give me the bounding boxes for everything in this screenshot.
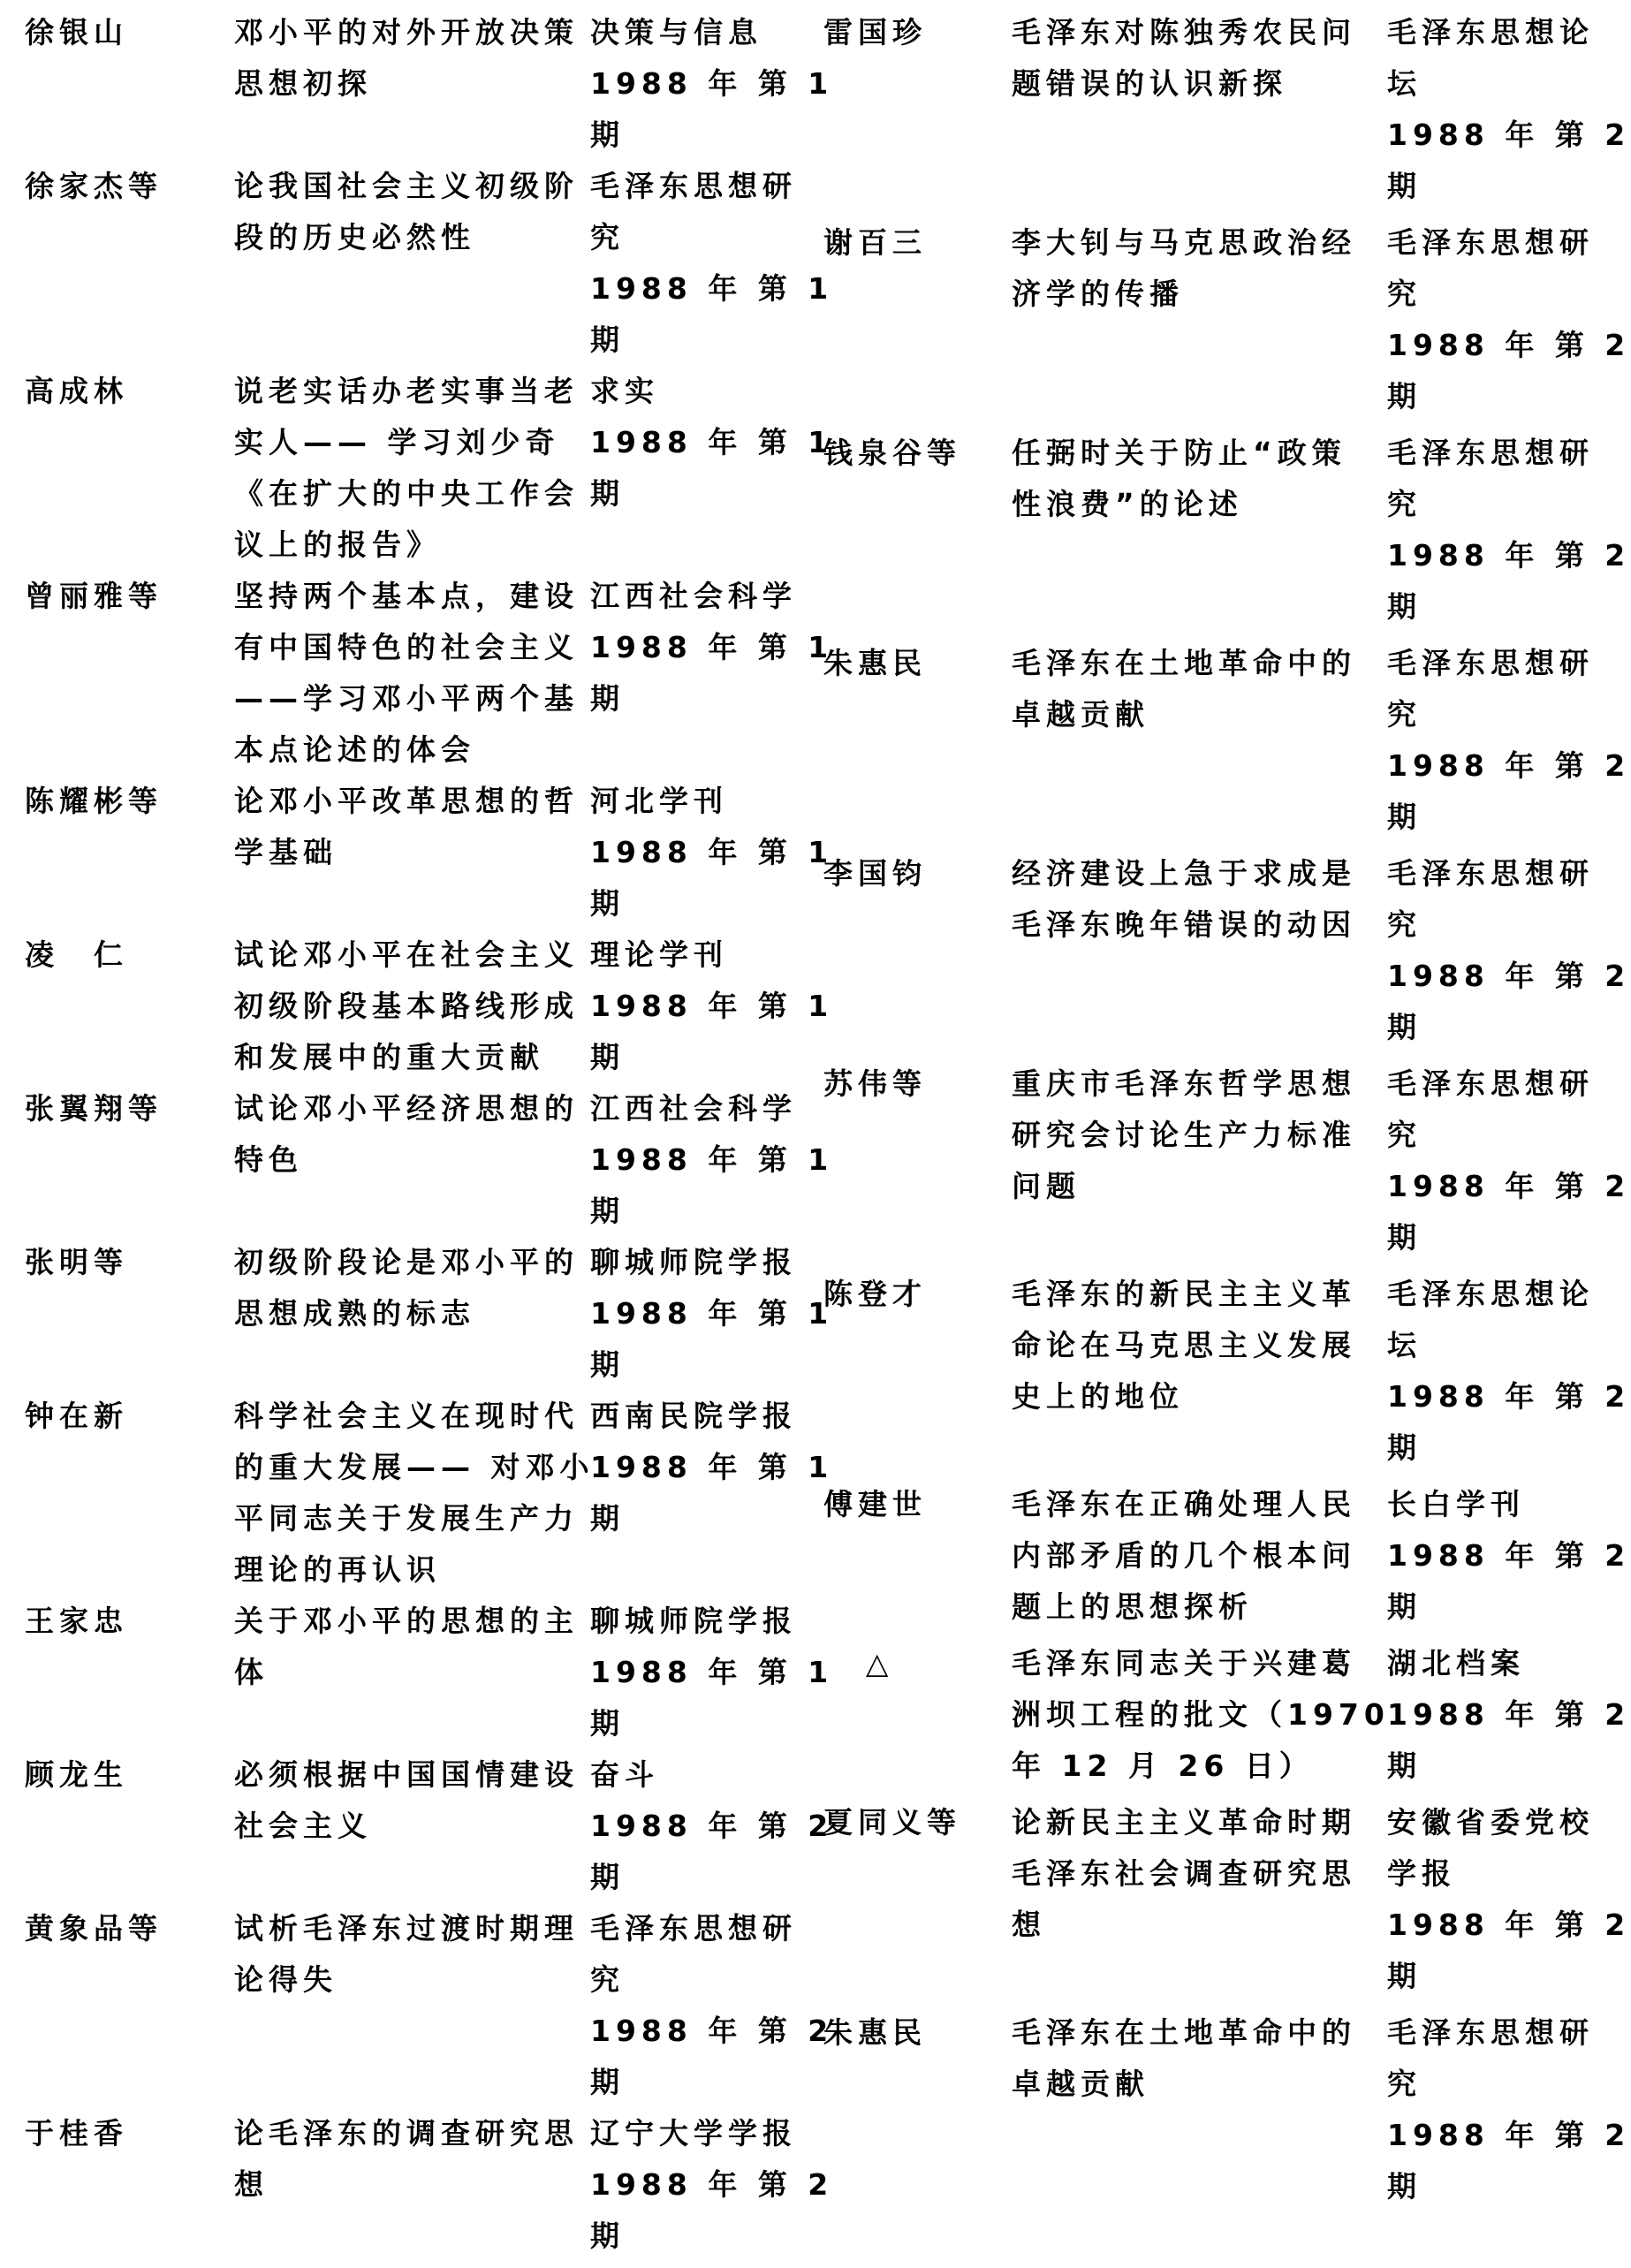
text-line: 研究会讨论生产力标准 [1012,1118,1356,1152]
bibliography-entry [25,7,834,161]
text-line: 究 [1387,487,1422,521]
text-line: 史上的地位 [1012,1379,1184,1414]
text-line: 1988 年 第 2 [1387,1169,1631,1203]
text-line: 究 [1387,907,1422,942]
text-line: 期 [590,1501,625,1536]
text-line: 1988 年 第 2 [590,2167,834,2202]
text-line: 1988 年 第 1 [590,66,834,101]
text-line: 安徽省委党校 [1387,1805,1594,1839]
bibliography-entry [823,848,1631,1053]
entry-author-cell [823,638,1012,843]
text-line: 凌 仁 [25,937,128,972]
entry-author-cell [25,1903,234,2108]
text-line: 期 [590,1860,625,1894]
text-line: 洲坝工程的批文（1970 [1012,1697,1390,1732]
bibliography-entry [823,217,1631,422]
entry-title-cell [234,929,590,1083]
entry-title-cell [1012,428,1387,633]
text-line: 《在扩大的中央工作会 [234,476,579,511]
text-line: 期 [590,118,625,152]
entry-author-cell [25,1083,234,1237]
text-line: 命论在马克思主义发展 [1012,1328,1356,1362]
text-line: 社会主义 [234,1809,372,1843]
text-line: 和发展中的重大贡献 [234,1040,544,1074]
text-line: 1988 年 第 2 [590,1809,834,1843]
entry-journal-cell [1387,1638,1631,1792]
text-line: 湖北档案 [1387,1646,1525,1680]
text-line: 初级阶段论是邓小平的 [234,1245,579,1279]
text-line: 1988 年 第 1 [590,1142,834,1177]
entry-journal-cell [1387,848,1631,1053]
bibliography-entry [25,1391,834,1596]
text-line: 李大钊与马克思政治经 [1012,225,1356,260]
bibliography-column-left [25,7,834,2262]
text-line: 毛泽东的新民主主义革 [1012,1277,1356,1311]
bibliography-entry [823,428,1631,633]
entry-title-cell [234,1237,590,1391]
bibliography-entry [25,1083,834,1237]
entry-title-cell [234,571,590,776]
text-line: 期 [590,2219,625,2253]
text-line: 聊城师院学报 [590,1604,797,1638]
bibliography-entry [823,1638,1631,1792]
text-line: 期 [590,1040,625,1074]
entry-author-cell [25,1596,234,1749]
text-line: 特色 [234,1142,303,1177]
text-line: 问题 [1012,1169,1081,1203]
text-line: 傅建世 [823,1487,927,1521]
text-line: 毛泽东思想研 [1387,225,1594,260]
entry-author-cell [25,161,234,366]
text-line: 毛泽东思想研 [590,169,797,203]
bibliography-column-right [823,7,1631,2218]
text-line: 顾龙生 [25,1757,128,1792]
entry-author-cell [25,7,234,161]
text-line: 毛泽东思想研 [1387,646,1594,680]
text-line: 毛泽东思想研 [1387,436,1594,470]
text-line: 坛 [1387,1328,1422,1362]
text-line: 内部矛盾的几个根本问 [1012,1538,1356,1573]
text-line: 究 [590,1962,625,1997]
entry-journal-cell [1387,428,1631,633]
text-line: 期 [1387,589,1422,624]
text-line: 谢百三 [823,225,927,260]
text-line: 求实 [590,374,659,408]
text-line: 1988 年 第 2 [1387,2118,1631,2152]
entry-author-cell [25,929,234,1083]
entry-journal-cell [1387,1479,1631,1633]
entry-title-cell [234,1083,590,1237]
entry-title-cell [234,1391,595,1596]
entry-title-cell [234,776,590,929]
entry-journal-cell [1387,1797,1631,2002]
entry-title-cell [1012,1058,1387,1263]
text-line: 1988 年 第 1 [590,1296,834,1331]
entry-title-cell [234,366,590,571]
text-line: 决策与信息 [590,15,762,49]
text-line: 长白学刊 [1387,1487,1525,1521]
text-line: 夏同义等 [823,1805,961,1839]
entry-title-cell [1012,1638,1390,1792]
text-line: 聊城师院学报 [590,1245,797,1279]
text-line: 1988 年 第 2 [1387,1538,1631,1573]
text-line: 期 [1387,1010,1422,1044]
entry-author-cell [823,428,1012,633]
text-line: 期 [590,886,625,921]
text-line: 毛泽东社会调查研究思 [1012,1856,1356,1891]
text-line: 毛泽东对陈独秀农民问 [1012,15,1356,49]
text-line: 年 12 月 26 日） [1012,1748,1314,1783]
text-line: 1988 年 第 2 [1387,538,1631,573]
text-line: 体 [234,1655,269,1689]
bibliography-entry [823,1058,1631,1263]
entry-journal-cell [590,1083,834,1237]
text-line: 试论邓小平经济思想的 [234,1091,579,1126]
text-line: 1988 年 第 2 [590,2014,834,2048]
text-line: 于桂香 [25,2116,128,2150]
bibliography-entry [25,161,834,366]
text-line: 毛泽东思想研 [590,1911,797,1946]
text-line: 期 [1387,1748,1422,1783]
text-line: 理论的再认识 [234,1552,441,1587]
text-line: 想 [234,2167,269,2202]
text-line: 性浪费”的论述 [1012,487,1243,521]
entry-title-cell [1012,1797,1387,2002]
text-line: 本点论述的体会 [234,732,475,767]
entry-title-cell [234,7,590,161]
text-line: 王家忠 [25,1604,128,1638]
entry-author-cell [823,2007,1012,2212]
entry-author-cell [823,1797,1012,2002]
text-line: 毛泽东思想论 [1387,1277,1594,1311]
text-line: 任弼时关于防止“政策 [1012,436,1347,470]
text-line: 论得失 [234,1962,338,1997]
text-line: 辽宁大学学报 [590,2116,797,2150]
text-line: 期 [1387,1430,1422,1465]
bibliography-entry [25,776,834,929]
entry-title-cell [234,2108,590,2262]
text-line: 初级阶段基本路线形成 [234,989,579,1023]
text-line: 江西社会科学 [590,579,797,613]
text-line: 西南民院学报 [590,1399,797,1433]
text-line: 的重大发展—— 对邓小 [234,1450,595,1484]
text-line: 朱惠民 [823,646,927,680]
text-line: 毛泽东在土地革命中的 [1012,646,1356,680]
text-line: 题错误的认识新探 [1012,66,1287,101]
text-line: 究 [1387,1118,1422,1152]
text-line: 河北学刊 [590,784,728,818]
entry-title-cell [234,1596,590,1749]
text-line: 陈耀彬等 [25,784,163,818]
entry-journal-cell [1387,638,1631,843]
text-line: 坚持两个基本点，建设 [234,579,579,613]
text-line: ——学习邓小平两个基 [234,681,579,716]
entry-author-cell [823,1269,1012,1474]
bibliography-entry [25,2108,834,2262]
text-line: 江西社会科学 [590,1091,797,1126]
text-line: 毛泽东思想研 [1387,2015,1594,2050]
text-line: 期 [590,1347,625,1382]
text-line: 曾丽雅等 [25,579,163,613]
entry-title-cell [1012,848,1387,1053]
text-line: 1988 年 第 1 [590,989,834,1023]
text-line: 期 [590,476,625,511]
entry-author-cell [823,1479,1012,1633]
entry-author-cell [25,776,234,929]
text-line: 期 [1387,379,1422,413]
text-line: 思想成熟的标志 [234,1296,475,1331]
text-line: 毛泽东思想论 [1387,15,1594,49]
entry-title-cell [1012,7,1387,212]
text-line: 试论邓小平在社会主义 [234,937,579,972]
entry-journal-cell [1387,2007,1631,2212]
text-line: 理论学刊 [590,937,728,972]
text-line: 苏伟等 [823,1066,927,1101]
text-line: 1988 年 第 2 [1387,1379,1631,1414]
entry-journal-cell [590,1596,834,1749]
entry-title-cell [1012,2007,1387,2212]
text-line: 毛泽东在正确处理人民 [1012,1487,1356,1521]
text-line: 毛泽东同志关于兴建葛 [1012,1646,1356,1680]
text-line: 雷国珍 [823,15,927,49]
entry-title-cell [1012,217,1387,422]
text-line: 关于邓小平的思想的主 [234,1604,579,1638]
entry-journal-cell [590,7,834,161]
text-line: 毛泽东思想研 [1387,1066,1594,1101]
bibliography-entry [25,929,834,1083]
text-line: 1988 年 第 2 [1387,748,1631,783]
entry-journal-cell [590,366,834,571]
text-line: 平同志关于发展生产力 [234,1501,579,1536]
text-line: 重庆市毛泽东哲学思想 [1012,1066,1356,1101]
entry-author-cell [823,848,1012,1053]
entry-title-cell [234,161,590,366]
bibliography-entry [25,1237,834,1391]
entry-author-cell [25,1749,234,1903]
text-line: 期 [1387,1959,1422,1993]
entry-journal-cell [590,571,834,776]
entry-author-cell [25,366,234,571]
text-line: 思想初探 [234,66,372,101]
entry-journal-cell [590,1237,834,1391]
text-line: 张明等 [25,1245,128,1279]
entry-title-cell [1012,1479,1387,1633]
entry-author-cell [823,1058,1012,1263]
entry-title-cell [1012,638,1387,843]
text-line: 高成林 [25,374,128,408]
bibliography-entry [823,2007,1631,2212]
text-line: 科学社会主义在现时代 [234,1399,579,1433]
text-line: 1988 年 第 1 [590,271,834,306]
entry-journal-cell [590,929,834,1083]
entry-author-cell [25,571,234,776]
text-line: 期 [590,322,625,357]
entry-author-cell [823,1638,1012,1792]
text-line: 究 [1387,277,1422,311]
bibliography-entry [25,571,834,776]
text-line: 卓越贡献 [1012,697,1149,732]
text-line: 说老实话办老实事当老 [234,374,579,408]
text-line: 1988 年 第 2 [1387,118,1631,152]
text-line: 1988 年 第 2 [1387,328,1631,362]
text-line: 学报 [1387,1856,1456,1891]
text-line: 期 [1387,1220,1422,1255]
text-line: 究 [1387,2067,1422,2101]
text-line: 论毛泽东的调查研究思 [234,2116,579,2150]
text-line: 论新民主主义革命时期 [1012,1805,1356,1839]
text-line: 钱泉谷等 [823,436,961,470]
text-line: 徐家杰等 [25,169,163,203]
bibliography-entry [25,1596,834,1749]
entry-journal-cell [590,1903,834,2108]
text-line: 1988 年 第 2 [1387,1908,1631,1942]
text-line: 期 [1387,800,1422,834]
text-line: 1988 年 第 2 [1387,959,1631,993]
entry-author-cell [25,1391,234,1596]
entry-journal-cell [590,161,834,366]
text-line: 期 [590,2065,625,2099]
text-line: 1988 年 第 1 [590,1655,834,1689]
text-line: 期 [1387,1589,1422,1624]
entry-journal-cell [590,776,834,929]
bibliography-entry [25,366,834,571]
bibliography-entry [823,1797,1631,2002]
text-line: 卓越贡献 [1012,2067,1149,2101]
text-line: 必须根据中国国情建设 [234,1757,579,1792]
text-line: 1988 年 第 2 [1387,1697,1631,1732]
text-line: 邓小平的对外开放决策 [234,15,579,49]
text-line: 论邓小平改革思想的哲 [234,784,579,818]
text-line: 1988 年 第 1 [590,425,834,459]
text-line: 1988 年 第 1 [590,1450,834,1484]
text-line: 究 [1387,697,1422,732]
text-line: 钟在新 [25,1399,128,1433]
text-line: 徐银山 [25,15,128,49]
bibliography-entry [823,638,1631,843]
text-line: 坛 [1387,66,1422,101]
text-line: 期 [1387,2169,1422,2204]
text-line: 毛泽东思想研 [1387,856,1594,891]
text-line: 题上的思想探析 [1012,1589,1253,1624]
text-line: 黄象品等 [25,1911,163,1946]
text-line: 段的历史必然性 [234,220,475,254]
text-line: 期 [590,1706,625,1741]
text-line: 期 [590,1194,625,1228]
bibliography-entry [25,1749,834,1903]
entry-journal-cell [590,1391,834,1596]
entry-journal-cell [590,1749,834,1903]
text-line: △ [866,1646,894,1680]
text-line: 试析毛泽东过渡时期理 [234,1911,579,1946]
entry-author-cell [823,217,1012,422]
bibliography-entry [823,1269,1631,1474]
entry-author-cell [25,1237,234,1391]
text-line: 李国钧 [823,856,927,891]
text-line: 朱惠民 [823,2015,927,2050]
text-line: 论我国社会主义初级阶 [234,169,579,203]
text-line: 想 [1012,1908,1046,1942]
text-line: 奋斗 [590,1757,659,1792]
text-line: 毛泽东晚年错误的动因 [1012,907,1356,942]
entry-title-cell [234,1749,590,1903]
text-line: 学基础 [234,835,338,869]
entry-journal-cell [1387,217,1631,422]
text-line: 期 [1387,169,1422,203]
text-line: 1988 年 第 1 [590,630,834,664]
text-line: 有中国特色的社会主义 [234,630,579,664]
entry-title-cell [234,1903,590,2108]
entry-author-cell [823,7,1012,212]
bibliography-entry [25,1903,834,2108]
bibliography-entry [823,7,1631,212]
text-line: 济学的传播 [1012,277,1184,311]
text-line: 毛泽东在土地革命中的 [1012,2015,1356,2050]
entry-journal-cell [1387,1269,1631,1474]
bibliography-entry [823,1479,1631,1633]
text-line: 陈登才 [823,1277,927,1311]
text-line: 期 [590,681,625,716]
text-line: 张翼翔等 [25,1091,163,1126]
entry-journal-cell [590,2108,834,2262]
text-line: 经济建设上急于求成是 [1012,856,1356,891]
entry-journal-cell [1387,1058,1631,1263]
entry-title-cell [1012,1269,1387,1474]
entry-journal-cell [1387,7,1631,212]
entry-author-cell [25,2108,234,2262]
text-line: 实人—— 学习刘少奇 [234,425,560,459]
text-line: 究 [590,220,625,254]
text-line: 1988 年 第 1 [590,835,834,869]
text-line: 议上的报告》 [234,527,441,562]
